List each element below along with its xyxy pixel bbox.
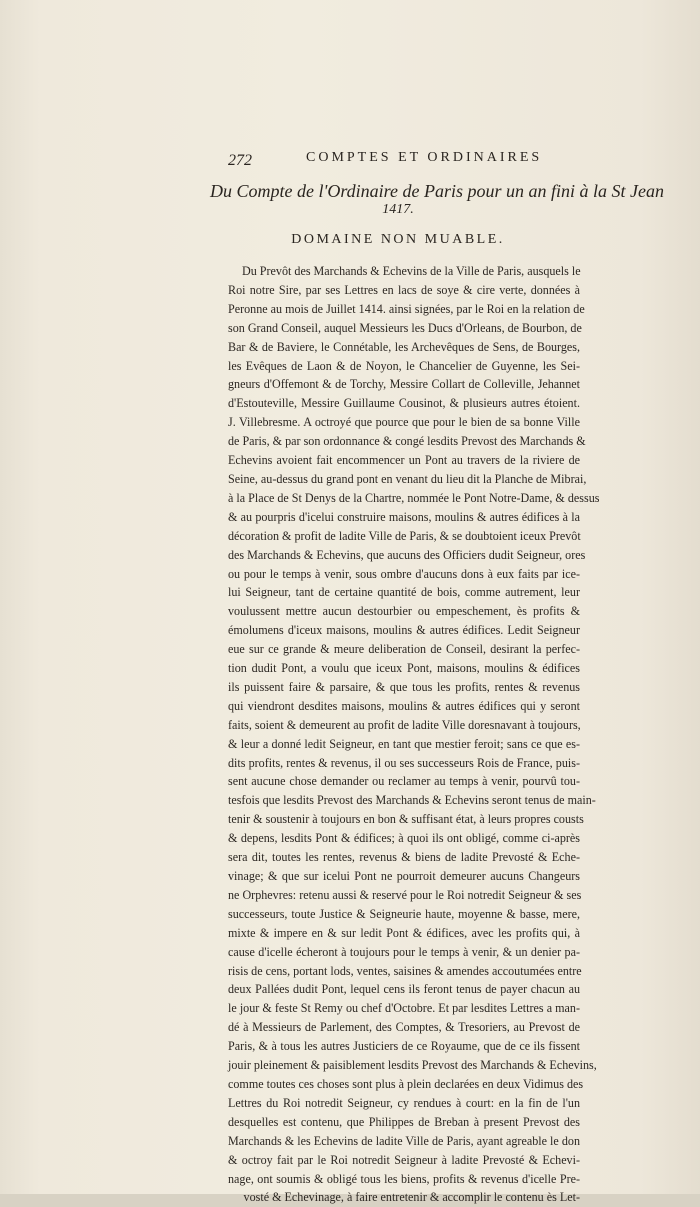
chapter-year: 1417.: [382, 202, 414, 217]
text-line: à la Place de St Denys de la Chartre, nommée le Pont Notre-Dame, & dessus: [228, 490, 600, 505]
text-line: deux Pallées dudit Pont, lequel cens ils feront tenus de payer chacun au: [228, 982, 580, 997]
text-line: son Grand Conseil, auquel Messieurs les Ducs d'Orleans, de Bourbon, de: [228, 320, 582, 335]
text-line: & depens, lesdits Pont & édifices; à quoi ils ont obligé, comme ci-après: [228, 831, 580, 846]
text-line: tenir & soustenir à toujours en bon & suffisant état, à leurs propres cousts: [228, 812, 584, 827]
text-line: tion dudit Pont, a voulu que iceux Pont, maisons, moulins & édifices: [228, 661, 580, 676]
text-line: le jour & feste St Remy ou chef d'Octobre. Et par lesdites Lettres a man-: [228, 1001, 580, 1016]
page-number: 272: [228, 152, 252, 169]
text-line: d'Estouteville, Messire Guillaume Cousinot, & plusieurs autres étoient.: [228, 396, 580, 411]
text-line: Lettres du Roi notredit Seigneur, cy rendues à court: en la fin de l'un: [228, 1095, 580, 1110]
text-line: Marchands & les Echevins de ladite Ville de Paris, ayant agreable le don: [228, 1133, 580, 1148]
text-line: Seine, au-dessus du grand pont en venant du lieu dit la Planche de Mibrai,: [228, 471, 587, 486]
text-line: lui Seigneur, tant de certaine quantité de bois, comme autrement, leur: [228, 585, 580, 600]
text-line: ils puissent faire & parsaire, & que tous les profits, rentes & revenus: [228, 679, 580, 694]
text-line: décoration & profit de ladite Ville de Paris, & se doubtoient iceux Prevôt: [228, 528, 581, 543]
text-line: voulussent mettre aucun destourbier ou empeschement, ès profits &: [228, 604, 580, 619]
text-line: Bar & de Baviere, le Connétable, les Archevêques de Sens, de Bourges,: [228, 339, 580, 354]
text-line: vinage; & que sur icelui Pont ne pourroit demeurer aucuns Changeurs: [228, 869, 580, 883]
body-text: [228, 262, 600, 1207]
text-line: ne Orphevres: retenu aussi & reservé pour le Roi notredit Seigneur & ses: [228, 887, 582, 902]
text-line: de Paris, & par son ordonnance & congé lesdits Prevost des Marchands &: [228, 434, 586, 449]
text-line: J. Villebresme. A octroyé que pource que pour le bien de sa bonne Ville: [228, 415, 580, 430]
text-line: & leur a donné ledit Seigneur, en tant que mestier feroit; sans ce que es-: [228, 736, 580, 751]
text-line: cause d'icelle écheront à toujours pour le temps à venir, & un denier pa-: [228, 944, 580, 959]
text-line: Du Prevôt des Marchands & Echevins de la Ville de Paris, ausquels le: [242, 264, 581, 278]
text-line: sera dit, toutes les rentes, revenus & biens de ladite Prevosté & Eche-: [228, 850, 580, 865]
text-line: & octroy fait par le Roi notredit Seigneur à ladite Prevosté & Echevi-: [228, 1152, 580, 1167]
text-line: les Evêques de Laon & de Noyon, le Chancelier de Guyenne, les Sei-: [228, 358, 580, 373]
text-line: risis de cens, portant lods, ventes, saisines & amendes accoutumées entre: [228, 963, 582, 978]
text-line: nage, ont soumis & obligé tous les biens, profits & revenus d'icelle Pre-: [228, 1171, 580, 1186]
text-line: Echevins avoient fait encommencer un Pont au travers de la riviere de: [228, 453, 580, 468]
text-line: mixte & impere en & sur ledit Pont & édifices, avec les profits qui, à: [228, 925, 580, 940]
text-line: Roi notre Sire, par ses Lettres en lacs de soye & cire verte, données à: [228, 282, 580, 297]
text-line: gneurs d'Offemont & de Torchy, Messire Collart de Colleville, Jehannet: [228, 377, 580, 392]
chapter-heading: Du Compte de l'Ordinaire de Paris pour un an fini à la St Jean: [210, 181, 664, 201]
running-head: [228, 150, 578, 174]
text-line: dé à Messieurs de Parlement, des Comptes, & Tresoriers, au Prevost de: [228, 1020, 580, 1035]
text-line: Peronne au mois de Juillet 1414. ainsi signées, par le Roi en la relation de: [228, 301, 585, 316]
text-line: successeurs, toute Justice & Seigneurie haute, moyenne & basse, mere,: [228, 906, 580, 921]
running-title: COMPTES ET ORDINAIRES: [306, 150, 543, 165]
text-line: dits profits, rentes & revenus, il ou ses successeurs Rois de France, puis-: [228, 755, 580, 770]
text-line: tesfois que lesdits Prevost des Marchands & Echevins seront tenus de main-: [228, 793, 596, 808]
text-line: & au pourpris d'icelui construire maisons, moulins & autres édifices à la: [228, 509, 580, 524]
text-line: des Marchands & Echevins, que aucuns des Officiers dudit Seigneur, ores: [228, 547, 586, 562]
text-line: eue sur ce grande & meure deliberation de Conseil, desirant la perfec-: [228, 642, 580, 657]
text-line: ou pour le temps à venir, sous ombre d'aucuns dons à eux faits par ice-: [228, 566, 580, 581]
text-line: Paris, & à tous les autres Justiciers de ce Royaume, que de ce ils fissent: [228, 1039, 580, 1054]
text-line: émolumens d'iceux maisons, moulins & autres édifices. Ledit Seigneur: [228, 623, 580, 638]
text-line: comme toutes ces choses sont plus à plein declarées en deux Vidimus des: [228, 1076, 584, 1091]
catchword: vosté & Echevinage, à faire entretenir & accomplir le contenu ès Let-: [243, 1190, 580, 1205]
text-line: jouir pleinement & paisiblement lesdits Prevost des Marchands & Echevins,: [228, 1058, 597, 1073]
text-line: desquelles est contenu, que Philippes de Breban à present Prevost des: [228, 1114, 580, 1129]
text-line: qui viendront desdites maisons, moulins & autres édifices qui y seront: [228, 698, 580, 713]
text-line: faits, soient & demeurent au profit de ladite Ville doresnavant à toujours,: [228, 717, 581, 732]
text-line: sent aucune chose demander ou reclamer au temps à venir, pourvû tou-: [228, 774, 580, 789]
section-title: DOMAINE NON MUABLE.: [291, 232, 505, 247]
